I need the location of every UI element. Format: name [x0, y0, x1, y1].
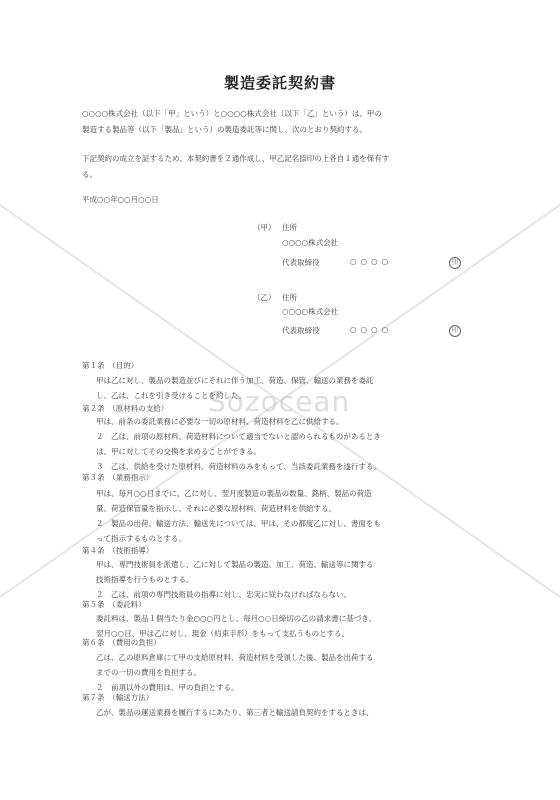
party-a-label: （甲）: [253, 223, 276, 232]
article-line: 甲は乙に対し、製品の製造並びにそれに伴う加工、荷造、保管、輸送の業務を委託: [96, 376, 374, 385]
intro-paragraph: [82, 106, 482, 138]
party-a-name: ○○○○: [350, 257, 393, 266]
article-line: ２ 前項以外の費用は、甲の負担とする。: [96, 683, 239, 692]
article-line: は、甲に対してその交換を求めることができる。: [96, 447, 261, 456]
proof-paragraph: [82, 151, 482, 183]
article-line: 委託料は、製品１個当たり金○○○円とし、毎月○○日締切の乙の請求書に基づき、: [96, 614, 376, 623]
article-line: 乙は、乙の原料倉庫にて甲の支給原材料、荷造材料を受領した後、製品を出荷する: [96, 653, 374, 662]
party-b-company: ○○○○株式会社: [282, 307, 339, 316]
article-line: までの一切の費用を負担する。: [96, 668, 201, 677]
party-a-company: ○○○○株式会社: [282, 238, 339, 247]
article-line: 技術指導を行うものとする。: [96, 575, 194, 584]
party-b-seal: 印: [449, 325, 461, 337]
article-heading: （業務指示）: [112, 473, 154, 482]
article-line: ２ 製品の出荷、輸送方法、輸送先については、甲は、その都度乙に対し、書面をも: [96, 519, 381, 528]
article-heading: （委託料）: [112, 600, 146, 609]
watermark-text: Sozocean: [208, 385, 351, 418]
article-line: ３ 乙は、供給を受けた原材料、荷造材料のみをもって、当該委託業務を遂行する。: [96, 462, 381, 471]
article-number: 第３条: [82, 473, 105, 482]
article-line: し、乙は、これを引き受けることを約した。: [96, 391, 246, 400]
party-a-address: 住所: [282, 223, 297, 232]
article-heading: （輸送方法）: [112, 693, 154, 702]
article-heading: （原材料の支給）: [112, 404, 169, 413]
article-number: 第６条: [82, 638, 105, 647]
intro-line: ○○○○株式会社（以下「甲」という）と○○○○株式会社（以下「乙」という）は、甲の: [82, 109, 382, 118]
article-number: 第２条: [82, 404, 105, 413]
party-b-rep: 代表取締役: [282, 326, 320, 335]
proof-line: る。: [82, 170, 97, 179]
party-b-address: 住所: [282, 293, 297, 302]
article-line: 甲は、前条の委託業務に必要な一切の原材料、荷造材料を乙に供給する。: [96, 417, 344, 426]
article-line: 翌月○○日、甲は乙に対し、現金（約束手形）をもって支払うものとする。: [96, 629, 350, 638]
article-number: 第１条: [82, 361, 105, 370]
article-line: 甲は、毎月○○日までに、乙に対し、翌月度製造の製品の数量、銘柄、製品の荷造: [96, 489, 372, 498]
party-a-rep: 代表取締役: [282, 258, 320, 267]
party-b-name: ○○○○: [350, 325, 393, 334]
article-line: 量、荷造保管量を指示し、それに必要な原材料、荷造材料を供給する。: [96, 504, 336, 513]
contract-date: 平成○○年○○月○○日: [82, 195, 159, 204]
party-a-seal: 印: [449, 257, 461, 269]
party-b-label: （乙）: [253, 293, 276, 302]
article-line: ２ 乙は、前項の原材料、荷造材料について適当でないと認められるものがあるとき: [96, 432, 381, 441]
article-line: 甲は、専門技術員を派遣し、乙に対して製品の製造、加工、荷造、輸送等に関する: [96, 560, 374, 569]
document-title: 製造委託契約書: [223, 74, 336, 92]
article-number: 第５条: [82, 600, 105, 609]
article-line: ２ 乙は、前項の専門技術員の指導に対し、忠実に従わなければならない。: [96, 590, 351, 599]
article-heading: （目的）: [112, 361, 139, 370]
article-line: って指示するものとする。: [96, 534, 186, 543]
article-heading: （技術指導）: [112, 546, 154, 555]
article-number: 第７条: [82, 693, 105, 702]
article-number: 第４条: [82, 546, 105, 555]
article-line: 乙が、製品の運送業務を履行するにあたり、第三者と輸送請負契約をするときは、: [96, 708, 374, 717]
proof-line: 下記契約の成立を証するため、本契約書を２通作成し、甲乙記名捺印の上各自１通を保有す: [82, 154, 390, 163]
article-heading: （費用の負担）: [112, 638, 161, 647]
intro-line: 製造する製品等（以下「製品」という）の製造委託等に関し、次のとおり契約する。: [82, 125, 367, 134]
